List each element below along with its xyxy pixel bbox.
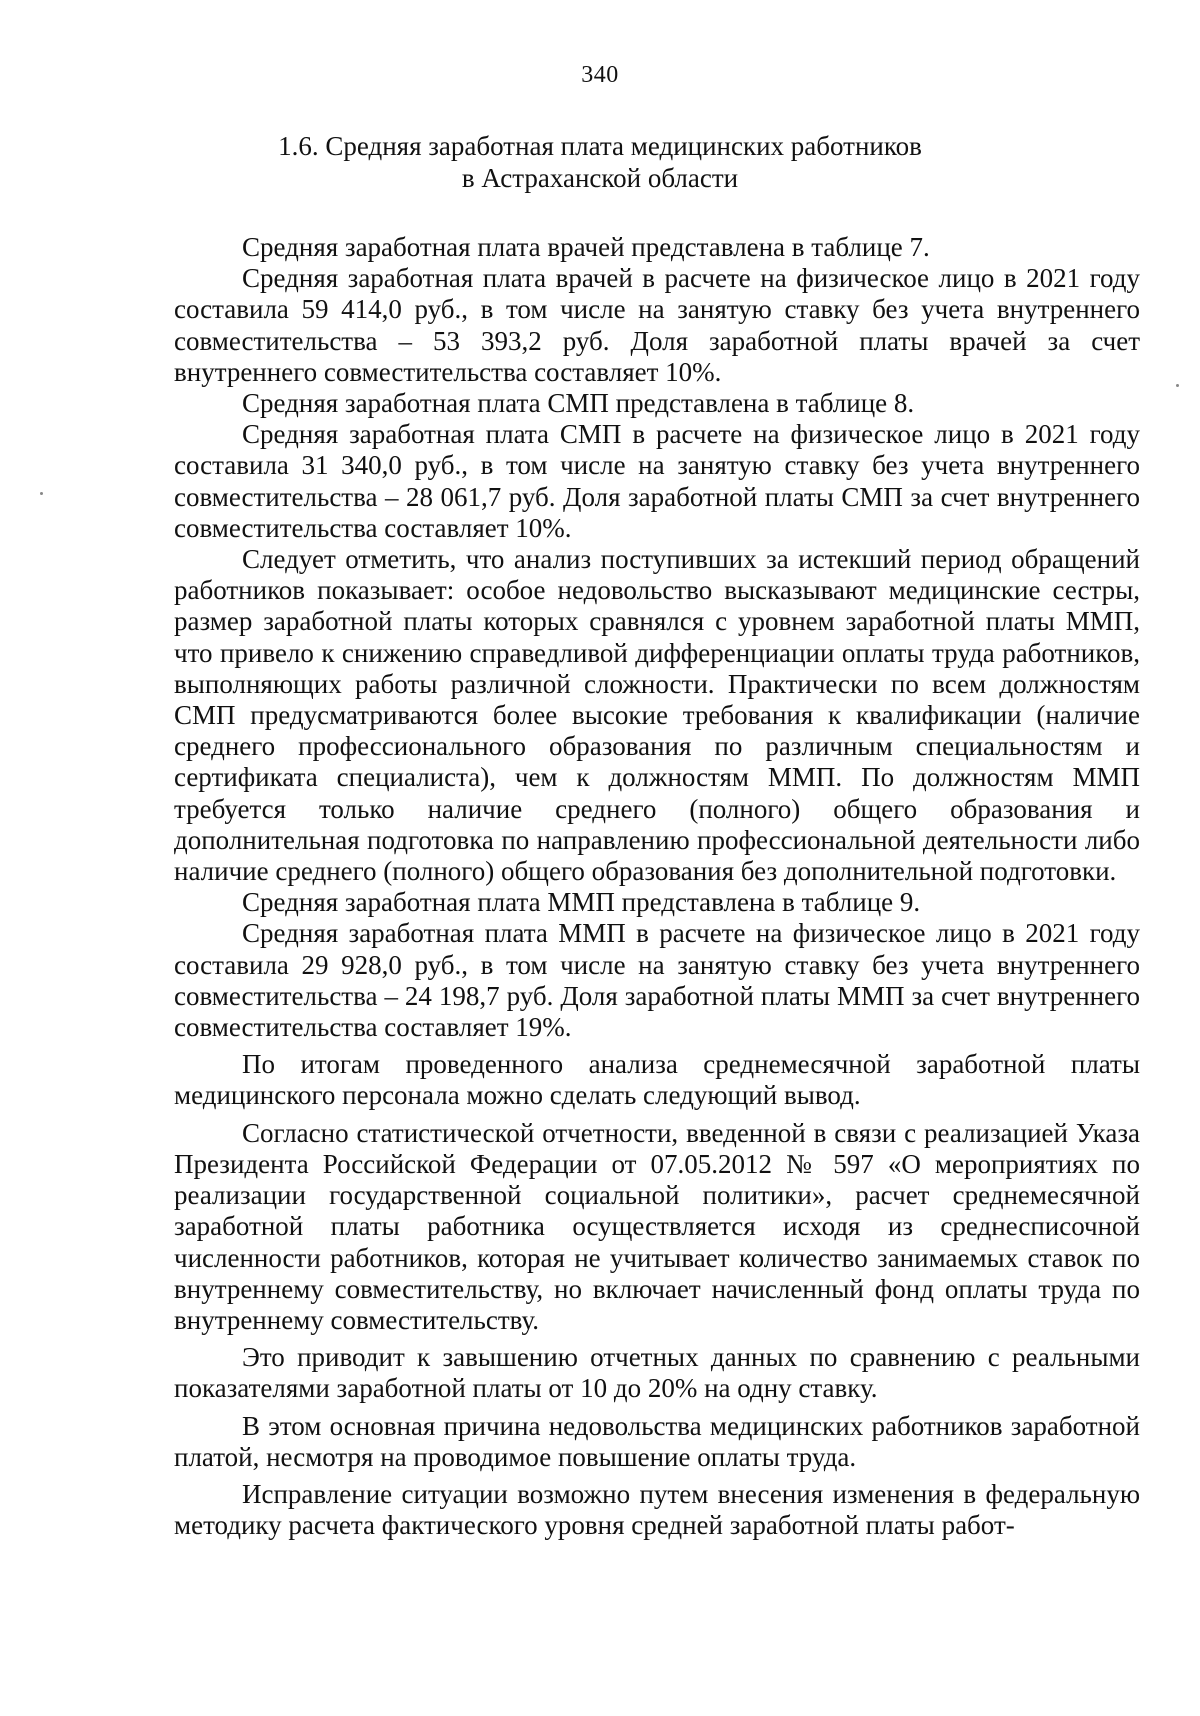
paragraph: Средняя заработная плата врачей в расчете на физическое лицо в 2021 году составила 59 414,0 руб., в том числе на занятую ставку без учета внутреннего совместительства – 53 393,2 руб. Доля заработной платы врачей за счет внутреннего совместительства составляет 10%.: [174, 263, 1140, 387]
section-heading-line-2: в Астраханской области: [461, 163, 739, 193]
scan-speck: [40, 492, 43, 495]
page-number: 340: [581, 62, 619, 88]
document-body: [174, 232, 1140, 1541]
section-heading-line-1: 1.6. Средняя заработная плата медицинских работников: [278, 131, 922, 161]
paragraph: Согласно статистической отчетности, введенной в связи с реализацией Указа Президента Российской Федерации от 07.05.2012 № 597 «О мероприятиях по реализации государственной социальной политики», расчет среднемесячной заработной платы работника осуществляется исходя из среднесписочной численности работников, которая не учитывает количество занимаемых ставок по внутреннему совместительству, но включает начисленный фонд оплаты труда по внутреннему совместительству.: [174, 1117, 1140, 1335]
paragraph: Следует отметить, что анализ поступивших за истекший период обращений работников показывает: особое недовольство высказывают медицинские сестры, размер заработной платы которых сравнялся с уровнем заработной платы ММП, что привело к снижению справедливой дифференциации оплаты труда работников, выполняющих работы различной сложности. Практически по всем должностям СМП предусматриваются более высокие требования к квалификации (наличие среднего профессионального образования по различным специальностям и сертификата специалиста), чем к должностям ММП. По должностям ММП требуется только наличие среднего (полного) общего образования и дополнительная подготовка по направлению профессиональной деятельности либо наличие среднего (полного) общего образования без дополнительной подготовки.: [174, 544, 1140, 887]
paragraph: В этом основная причина недовольства медицинских работников заработной платой, несмотря на проводимое повышение оплаты труда.: [174, 1410, 1140, 1472]
paragraph: По итогам проведенного анализа среднемесячной заработной платы медицинского персонала можно сделать следующий вывод.: [174, 1049, 1140, 1111]
paragraph: Исправление ситуации возможно путем внесения изменения в федеральную методику расчета фактического уровня средней заработной платы работ-: [174, 1478, 1140, 1541]
paragraph: Это приводит к завышению отчетных данных по сравнению с реальными показателями заработной платы от 10 до 20% на одну ставку.: [174, 1342, 1140, 1404]
paragraph: Средняя заработная плата ММП представлена в таблице 9.: [242, 887, 921, 918]
paragraph: Средняя заработная плата СМП представлена в таблице 8.: [242, 388, 915, 419]
scan-speck: [1176, 384, 1179, 387]
section-heading: [0, 130, 1200, 194]
paragraph: Средняя заработная плата врачей представлена в таблице 7.: [242, 232, 930, 262]
paragraph: Средняя заработная плата СМП в расчете на физическое лицо в 2021 году составила 31 340,0 руб., в том числе на занятую ставку без учета внутреннего совместительства – 28 061,7 руб. Доля заработной платы СМП за счет внутреннего совместительства составляет 10%.: [174, 419, 1140, 543]
paragraph: Средняя заработная плата ММП в расчете на физическое лицо в 2021 году составила 29 928,0 руб., в том числе на занятую ставку без учета внутреннего совместительства – 24 198,7 руб. Доля заработной платы ММП за счет внутреннего совместительства составляет 19%.: [174, 918, 1140, 1043]
